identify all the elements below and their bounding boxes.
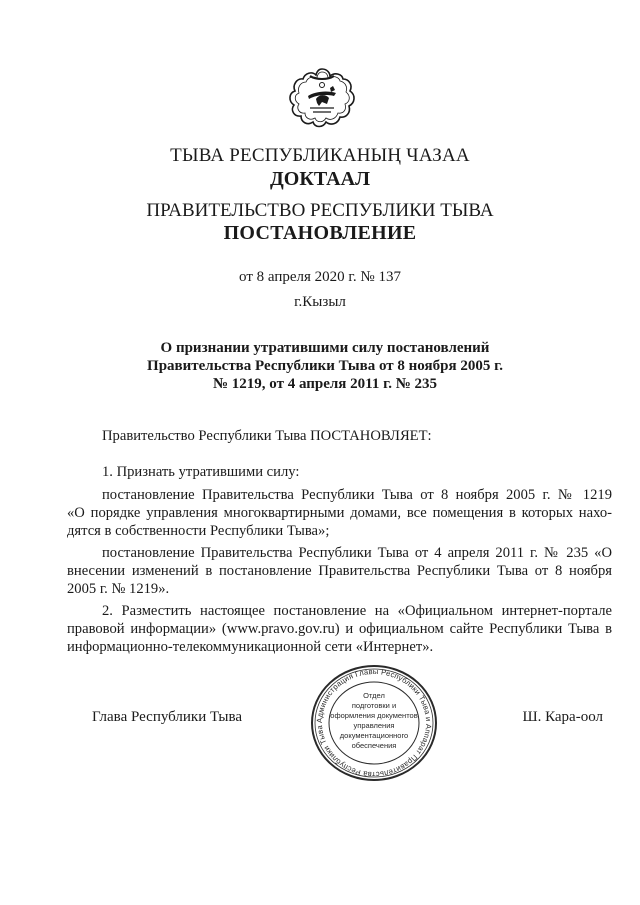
document-subject	[120, 339, 530, 393]
signatory-name: Ш. Кара-оол	[522, 709, 603, 725]
coat-of-arms-emblem	[286, 66, 358, 132]
body-intro: Правительство Республики Тыва ПОСТАНОВЛЯЕТ:	[102, 428, 432, 444]
signatory-position: Глава Республики Тыва	[92, 709, 243, 725]
stamp-center-line: документационного	[339, 731, 409, 740]
subject-line: № 1219, от 4 апреля 2011 г. № 235	[212, 376, 438, 392]
header-russian-government: ПРАВИТЕЛЬСТВО РЕСПУБЛИКИ ТЫВА	[146, 200, 494, 221]
item2-line: правовой информации» (www.pravo.gov.ru) и официальном сайте Республики Тыва в	[67, 621, 612, 637]
stamp-center-line: обеспечения	[351, 741, 397, 750]
item1-b-line: постановление Правительства Республики Тыва от 4 апреля 2011 г. № 235 «О	[102, 545, 612, 561]
header-tuvan-government: ТЫВА РЕСПУБЛИКАНЫҢ ЧАЗАА	[170, 145, 470, 166]
stamp-ring-text: Администрация Главы Республики Тыва и Аппарат Правительства Республики Тыва	[314, 666, 434, 780]
stamp-center-line: подготовки и	[351, 701, 397, 710]
item1-a-line: постановление Правительства Республики Тыва от 8 ноября 2005 г. № 1219	[102, 487, 612, 503]
stamp-center-line: Отдел	[363, 691, 385, 700]
item1-a-line: «О порядке управления многоквартирными домами, все помещения в которых нахо-	[67, 505, 612, 521]
document-city: г.Кызыл	[294, 294, 346, 310]
item1-a-line: дятся в собственности Республики Тыва»;	[67, 523, 330, 539]
stamp-center-line: управления	[353, 721, 395, 730]
official-stamp	[310, 664, 438, 782]
header-russian-doc-type: ПОСТАНОВЛЕНИЕ	[223, 222, 417, 244]
header-tuvan-doc-type: ДОКТААЛ	[270, 168, 370, 190]
subject-line: Правительства Республики Тыва от 8 ноября 2005 г.	[147, 358, 503, 374]
item2-line: информационно-телекоммуникационной сети «Интернет».	[67, 639, 434, 655]
subject-line: О признании утратившими силу постановлений	[160, 340, 490, 356]
document-date-number: от 8 апреля 2020 г. № 137	[239, 269, 401, 285]
stamp-center-line: оформления документов	[330, 711, 418, 720]
item2-line: 2. Разместить настоящее постановление на «Официальном интернет-портале	[102, 603, 612, 619]
item1-b-line: 2005 г. № 1219».	[67, 581, 170, 597]
item1-b-line: внесении изменений в постановление Правительства Республики Тыва от 8 ноября	[67, 563, 612, 579]
item1-heading: 1. Признать утратившими силу:	[102, 464, 300, 480]
